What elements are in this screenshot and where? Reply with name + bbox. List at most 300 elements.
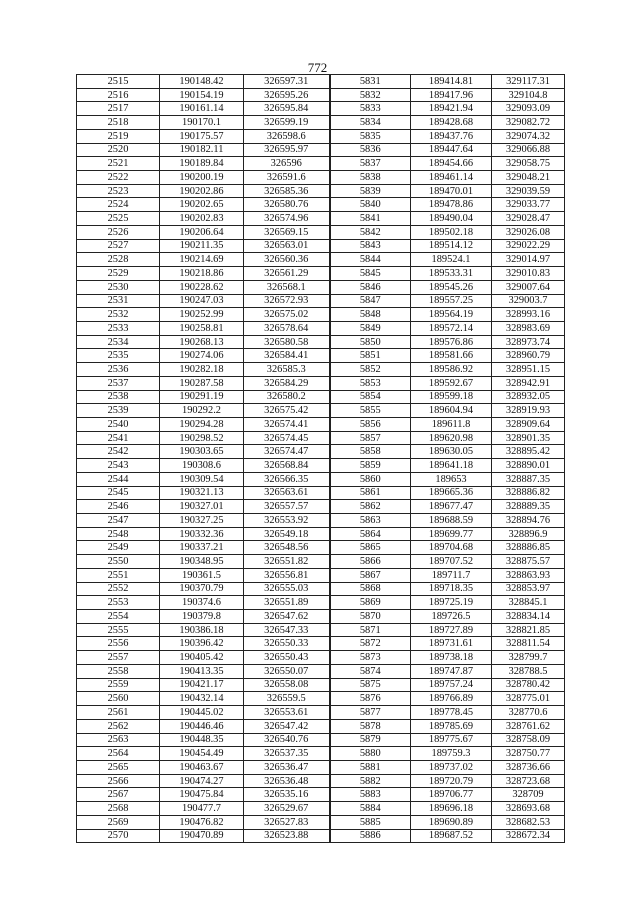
cell-point-number-right: 5852 [330,363,411,377]
cell-y-left: 326574.45 [244,431,330,445]
cell-x-right: 189564.19 [411,308,492,322]
cell-y-right: 328901.35 [492,431,565,445]
cell-point-number-left: 2560 [77,692,160,706]
cell-y-left: 326548.56 [244,541,330,555]
cell-x-left: 190294.28 [160,417,244,431]
cell-point-number-left: 2546 [77,500,160,514]
cell-point-number-left: 2533 [77,321,160,335]
cell-y-right: 329033.77 [492,198,565,212]
cell-y-left: 326574.47 [244,445,330,459]
cell-x-left: 190405.42 [160,651,244,665]
cell-x-left: 190374.6 [160,596,244,610]
cell-point-number-left: 2554 [77,610,160,624]
cell-point-number-right: 5840 [330,198,411,212]
cell-point-number-right: 5841 [330,212,411,226]
cell-y-left: 326568.84 [244,459,330,473]
cell-y-right: 329117.31 [492,75,565,89]
table-row [77,390,565,404]
cell-y-right: 329014.97 [492,253,565,267]
cell-x-left: 190247.03 [160,294,244,308]
cell-y-right: 328973.74 [492,335,565,349]
cell-point-number-right: 5864 [330,527,411,541]
cell-point-number-right: 5858 [330,445,411,459]
cell-y-left: 326595.84 [244,102,330,116]
cell-y-right: 329026.08 [492,225,565,239]
cell-x-left: 190282.18 [160,363,244,377]
cell-x-left: 190175.57 [160,129,244,143]
cell-x-right: 189414.81 [411,75,492,89]
cell-point-number-left: 2518 [77,116,160,130]
cell-x-left: 190182.11 [160,143,244,157]
cell-point-number-left: 2528 [77,253,160,267]
cell-y-right: 328909.64 [492,417,565,431]
cell-y-left: 326580.76 [244,198,330,212]
table-row [77,774,565,788]
table-row [77,678,565,692]
cell-y-right: 328682.53 [492,815,565,829]
cell-y-left: 326557.57 [244,500,330,514]
cell-y-right: 328845.1 [492,596,565,610]
cell-x-right: 189737.02 [411,760,492,774]
table-row [77,349,565,363]
cell-x-left: 190474.27 [160,774,244,788]
cell-point-number-right: 5862 [330,500,411,514]
cell-x-right: 189514.12 [411,239,492,253]
cell-x-right: 189454.66 [411,157,492,171]
cell-point-number-left: 2526 [77,225,160,239]
cell-x-right: 189653 [411,472,492,486]
cell-y-right: 328788.5 [492,664,565,678]
table-row [77,637,565,651]
table-row [77,129,565,143]
cell-x-left: 190189.84 [160,157,244,171]
cell-point-number-left: 2549 [77,541,160,555]
cell-point-number-right: 5854 [330,390,411,404]
cell-y-left: 326599.19 [244,116,330,130]
table-row [77,376,565,390]
table-row [77,198,565,212]
cell-point-number-left: 2548 [77,527,160,541]
cell-point-number-left: 2550 [77,555,160,569]
cell-x-right: 189778.45 [411,706,492,720]
cell-point-number-right: 5851 [330,349,411,363]
cell-y-left: 326575.42 [244,404,330,418]
cell-y-right: 328894.76 [492,514,565,528]
cell-x-right: 189690.89 [411,815,492,829]
cell-y-left: 326550.43 [244,651,330,665]
cell-x-right: 189696.18 [411,802,492,816]
table-row [77,308,565,322]
table-row [77,472,565,486]
cell-x-right: 189447.64 [411,143,492,157]
table-row [77,404,565,418]
cell-y-right: 328736.66 [492,760,565,774]
cell-x-left: 190309.54 [160,472,244,486]
cell-y-right: 328758.09 [492,733,565,747]
cell-y-left: 326575.02 [244,308,330,322]
cell-y-left: 326578.64 [244,321,330,335]
cell-point-number-right: 5867 [330,568,411,582]
cell-x-right: 189641.18 [411,459,492,473]
cell-x-left: 190446.46 [160,719,244,733]
cell-x-right: 189630.05 [411,445,492,459]
cell-y-left: 326553.92 [244,514,330,528]
cell-point-number-left: 2547 [77,514,160,528]
cell-x-left: 190148.42 [160,75,244,89]
cell-x-left: 190337.21 [160,541,244,555]
cell-y-left: 326529.67 [244,802,330,816]
cell-x-right: 189461.14 [411,171,492,185]
cell-x-left: 190252.99 [160,308,244,322]
cell-y-right: 328775.01 [492,692,565,706]
cell-point-number-left: 2515 [77,75,160,89]
cell-x-left: 190308.6 [160,459,244,473]
cell-point-number-right: 5836 [330,143,411,157]
cell-y-right: 328863.93 [492,568,565,582]
table-row [77,623,565,637]
table-row [77,596,565,610]
cell-point-number-left: 2565 [77,760,160,774]
cell-x-right: 189545.26 [411,280,492,294]
cell-y-right: 329082.72 [492,116,565,130]
cell-x-left: 190396.42 [160,637,244,651]
cell-y-right: 329007.64 [492,280,565,294]
cell-point-number-right: 5871 [330,623,411,637]
cell-point-number-left: 2538 [77,390,160,404]
cell-x-right: 189687.52 [411,829,492,843]
cell-x-left: 190348.95 [160,555,244,569]
cell-point-number-left: 2535 [77,349,160,363]
cell-x-left: 190228.62 [160,280,244,294]
cell-point-number-right: 5844 [330,253,411,267]
cell-x-right: 189738.18 [411,651,492,665]
table-row [77,157,565,171]
cell-point-number-right: 5835 [330,129,411,143]
cell-x-left: 190327.25 [160,514,244,528]
table-row [77,417,565,431]
cell-point-number-left: 2551 [77,568,160,582]
cell-x-left: 190386.18 [160,623,244,637]
cell-y-left: 326550.33 [244,637,330,651]
cell-y-left: 326569.15 [244,225,330,239]
cell-y-right: 328750.77 [492,747,565,761]
table-row [77,802,565,816]
cell-point-number-right: 5846 [330,280,411,294]
cell-x-right: 189747.87 [411,664,492,678]
cell-y-right: 328993.16 [492,308,565,322]
cell-y-left: 326551.89 [244,596,330,610]
cell-y-left: 326595.97 [244,143,330,157]
cell-point-number-left: 2563 [77,733,160,747]
table-row [77,651,565,665]
table-row [77,321,565,335]
cell-y-right: 329010.83 [492,267,565,281]
cell-y-right: 329028.47 [492,212,565,226]
table-row [77,692,565,706]
table-row [77,280,565,294]
cell-point-number-right: 5831 [330,75,411,89]
cell-y-left: 326547.42 [244,719,330,733]
cell-y-left: 326540.76 [244,733,330,747]
cell-x-right: 189478.86 [411,198,492,212]
table-row [77,335,565,349]
cell-point-number-left: 2566 [77,774,160,788]
table-row [77,459,565,473]
cell-x-left: 190291.19 [160,390,244,404]
cell-point-number-right: 5865 [330,541,411,555]
cell-point-number-right: 5845 [330,267,411,281]
cell-y-left: 326556.81 [244,568,330,582]
cell-x-right: 189437.76 [411,129,492,143]
cell-x-left: 190421.17 [160,678,244,692]
table-row [77,788,565,802]
cell-point-number-left: 2555 [77,623,160,637]
cell-x-left: 190463.67 [160,760,244,774]
cell-x-left: 190379.8 [160,610,244,624]
cell-x-left: 190200.19 [160,171,244,185]
cell-x-right: 189428.68 [411,116,492,130]
cell-point-number-right: 5857 [330,431,411,445]
cell-point-number-right: 5842 [330,225,411,239]
cell-point-number-right: 5878 [330,719,411,733]
table-row [77,143,565,157]
cell-point-number-left: 2562 [77,719,160,733]
cell-x-left: 190413.35 [160,664,244,678]
cell-x-right: 189557.25 [411,294,492,308]
cell-point-number-right: 5877 [330,706,411,720]
cell-point-number-right: 5870 [330,610,411,624]
cell-point-number-right: 5879 [330,733,411,747]
cell-x-left: 190258.81 [160,321,244,335]
cell-x-right: 189699.77 [411,527,492,541]
table-row [77,116,565,130]
cell-point-number-left: 2520 [77,143,160,157]
cell-y-left: 326547.33 [244,623,330,637]
table-row [77,239,565,253]
cell-point-number-right: 5849 [330,321,411,335]
cell-y-left: 326580.2 [244,390,330,404]
cell-point-number-right: 5874 [330,664,411,678]
cell-point-number-right: 5861 [330,486,411,500]
cell-y-right: 328811.54 [492,637,565,651]
cell-point-number-left: 2544 [77,472,160,486]
cell-y-right: 328723.68 [492,774,565,788]
cell-x-left: 190327.01 [160,500,244,514]
cell-point-number-right: 5881 [330,760,411,774]
table-row [77,486,565,500]
cell-point-number-left: 2531 [77,294,160,308]
cell-y-left: 326551.82 [244,555,330,569]
cell-point-number-left: 2545 [77,486,160,500]
cell-y-left: 326537.35 [244,747,330,761]
cell-x-right: 189775.67 [411,733,492,747]
cell-x-right: 189688.59 [411,514,492,528]
cell-y-right: 328942.91 [492,376,565,390]
cell-x-right: 189599.18 [411,390,492,404]
cell-x-left: 190454.49 [160,747,244,761]
cell-x-right: 189759.3 [411,747,492,761]
cell-y-right: 328887.35 [492,472,565,486]
cell-point-number-left: 2522 [77,171,160,185]
cell-y-left: 326547.62 [244,610,330,624]
cell-y-left: 326580.58 [244,335,330,349]
cell-x-right: 189707.52 [411,555,492,569]
cell-y-right: 328672.34 [492,829,565,843]
cell-point-number-left: 2524 [77,198,160,212]
cell-point-number-left: 2540 [77,417,160,431]
cell-point-number-right: 5884 [330,802,411,816]
cell-x-left: 190475.84 [160,788,244,802]
cell-x-left: 190170.1 [160,116,244,130]
cell-y-left: 326596 [244,157,330,171]
cell-x-left: 190202.83 [160,212,244,226]
cell-x-right: 189620.98 [411,431,492,445]
cell-x-left: 190361.5 [160,568,244,582]
cell-y-right: 328834.14 [492,610,565,624]
cell-x-right: 189581.66 [411,349,492,363]
cell-y-right: 328890.01 [492,459,565,473]
cell-x-left: 190202.86 [160,184,244,198]
table-row [77,294,565,308]
cell-y-right: 328896.9 [492,527,565,541]
cell-y-left: 326527.83 [244,815,330,829]
cell-y-right: 328770.6 [492,706,565,720]
cell-point-number-right: 5882 [330,774,411,788]
cell-x-left: 190470.89 [160,829,244,843]
cell-point-number-right: 5875 [330,678,411,692]
cell-x-right: 189490.04 [411,212,492,226]
cell-y-right: 328853.97 [492,582,565,596]
cell-x-left: 190477.7 [160,802,244,816]
cell-point-number-right: 5866 [330,555,411,569]
cell-x-right: 189720.79 [411,774,492,788]
cell-point-number-left: 2568 [77,802,160,816]
cell-y-left: 326561.29 [244,267,330,281]
cell-point-number-left: 2561 [77,706,160,720]
cell-y-right: 328886.85 [492,541,565,555]
cell-x-right: 189727.89 [411,623,492,637]
cell-x-right: 189502.18 [411,225,492,239]
cell-x-left: 190476.82 [160,815,244,829]
cell-point-number-left: 2567 [77,788,160,802]
cell-y-right: 328932.05 [492,390,565,404]
cell-y-left: 326568.1 [244,280,330,294]
cell-y-right: 328895.42 [492,445,565,459]
cell-point-number-right: 5868 [330,582,411,596]
table-row [77,733,565,747]
cell-y-left: 326553.61 [244,706,330,720]
cell-point-number-right: 5838 [330,171,411,185]
cell-point-number-left: 2543 [77,459,160,473]
cell-y-left: 326558.08 [244,678,330,692]
cell-y-left: 326598.6 [244,129,330,143]
cell-y-right: 328889.35 [492,500,565,514]
table-row [77,184,565,198]
cell-point-number-right: 5855 [330,404,411,418]
cell-y-left: 326559.5 [244,692,330,706]
cell-x-left: 190292.2 [160,404,244,418]
cell-point-number-right: 5876 [330,692,411,706]
cell-point-number-right: 5843 [330,239,411,253]
cell-y-right: 329093.09 [492,102,565,116]
table-row [77,815,565,829]
cell-x-left: 190370.79 [160,582,244,596]
cell-x-right: 189706.77 [411,788,492,802]
cell-point-number-left: 2553 [77,596,160,610]
cell-x-right: 189421.94 [411,102,492,116]
cell-point-number-right: 5834 [330,116,411,130]
cell-x-right: 189576.86 [411,335,492,349]
table-row [77,747,565,761]
cell-point-number-left: 2552 [77,582,160,596]
cell-point-number-right: 5873 [330,651,411,665]
cell-y-right: 329074.32 [492,129,565,143]
cell-point-number-right: 5848 [330,308,411,322]
cell-point-number-right: 5883 [330,788,411,802]
cell-point-number-right: 5850 [330,335,411,349]
cell-x-left: 190206.64 [160,225,244,239]
cell-point-number-right: 5863 [330,514,411,528]
cell-x-right: 189533.31 [411,267,492,281]
cell-x-right: 189718.35 [411,582,492,596]
cell-x-left: 190448.35 [160,733,244,747]
cell-x-left: 190332.36 [160,527,244,541]
cell-y-right: 328761.62 [492,719,565,733]
cell-x-right: 189677.47 [411,500,492,514]
cell-x-right: 189417.96 [411,88,492,102]
cell-y-left: 326536.48 [244,774,330,788]
cell-point-number-right: 5837 [330,157,411,171]
cell-y-left: 326560.36 [244,253,330,267]
cell-x-left: 190303.65 [160,445,244,459]
table-row [77,500,565,514]
cell-point-number-right: 5856 [330,417,411,431]
cell-point-number-left: 2570 [77,829,160,843]
cell-x-right: 189611.8 [411,417,492,431]
table-row [77,171,565,185]
cell-point-number-left: 2516 [77,88,160,102]
cell-y-left: 326563.61 [244,486,330,500]
cell-x-right: 189704.68 [411,541,492,555]
cell-point-number-left: 2558 [77,664,160,678]
table-row [77,527,565,541]
cell-y-right: 329022.29 [492,239,565,253]
table-row [77,75,565,89]
cell-point-number-right: 5859 [330,459,411,473]
cell-x-right: 189524.1 [411,253,492,267]
cell-point-number-right: 5872 [330,637,411,651]
table-row [77,225,565,239]
cell-point-number-left: 2557 [77,651,160,665]
table-row [77,88,565,102]
table-row [77,582,565,596]
cell-x-left: 190445.02 [160,706,244,720]
cell-point-number-right: 5833 [330,102,411,116]
table-row [77,445,565,459]
cell-y-right: 328919.93 [492,404,565,418]
cell-x-left: 190287.58 [160,376,244,390]
cell-y-right: 328709 [492,788,565,802]
cell-point-number-left: 2541 [77,431,160,445]
table-row [77,267,565,281]
cell-y-right: 328875.57 [492,555,565,569]
cell-y-left: 326595.26 [244,88,330,102]
table-row [77,212,565,226]
cell-x-left: 190321.13 [160,486,244,500]
table-row [77,719,565,733]
cell-y-left: 326555.03 [244,582,330,596]
table-row [77,363,565,377]
